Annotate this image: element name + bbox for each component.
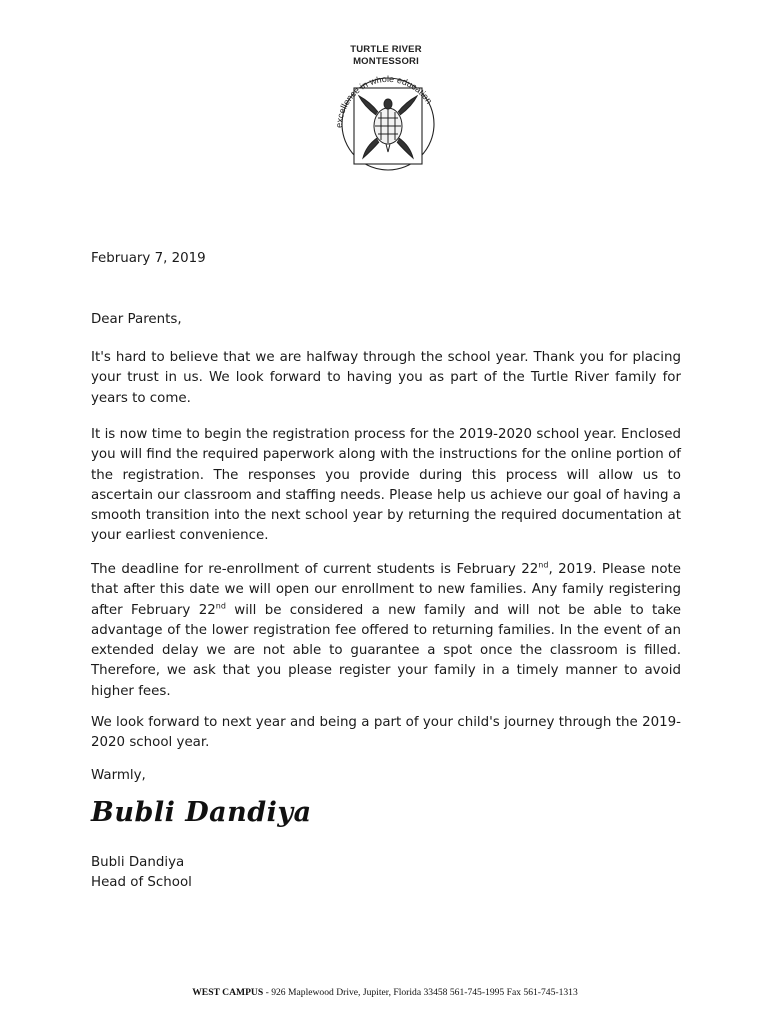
ordinal-suffix: nd — [215, 601, 226, 611]
paragraph-3 — [91, 560, 681, 702]
paragraph-3-part-c: will be considered a new family and will not be able to take advantage of the lower registration fee offered to returning families. In the event of an extended delay we are not able to guarantee a spot once the classroom is filled. Therefore, we ask that you please register your family in a timely manner to avoid higher fees. — [91, 602, 681, 699]
signature: Bubli Dandiya — [91, 797, 312, 828]
signer-name: Bubli Dandiya — [91, 855, 185, 870]
logo-tagline: excellence in whole education — [333, 73, 435, 129]
letter-date: February 7, 2019 — [91, 251, 206, 266]
ordinal-suffix: nd — [538, 560, 549, 570]
footer-address-text: - 926 Maplewood Drive, Jupiter, Florida 33458 561-745-1995 Fax 561-745-1313 — [263, 987, 578, 998]
paragraph-1: It's hard to believe that we are halfway through the school year. Thank you for placing your trust in us. We look forward to having you as part of the Turtle River family for years to come. — [91, 350, 681, 406]
turtle-emblem-icon — [328, 66, 448, 172]
logo-title-line1: TURTLE RIVER — [350, 44, 422, 55]
paragraph-4: We look forward to next year and being a part of your child's journey through the 2019-2020 school year. — [91, 715, 681, 751]
footer-campus: WEST CAMPUS — [192, 987, 264, 998]
paragraph-2: It is now time to begin the registration process for the 2019-2020 school year. Enclosed you will find the required paperwork along with the instructions for the online portion of the registration. The responses you provide during this process will allow us to ascertain our classroom and staffing needs. Please help us achieve our goal of having a smooth transition into the next school year by returning the required documentation at your earliest convenience. — [91, 427, 681, 544]
school-logo — [318, 44, 448, 174]
logo-title-line2: MONTESSORI — [353, 56, 419, 67]
paragraph-3-part-a: The deadline for re-enrollment of current students is February 22 — [91, 562, 539, 577]
closing: Warmly, — [91, 768, 146, 783]
footer-address — [0, 987, 770, 998]
signer-title: Head of School — [91, 875, 192, 890]
paragraph-3-part-b: , 2019. Please note that after this date we will open our enrollment to new families. Any family registering after February 22 — [91, 562, 681, 618]
salutation: Dear Parents, — [91, 312, 182, 327]
